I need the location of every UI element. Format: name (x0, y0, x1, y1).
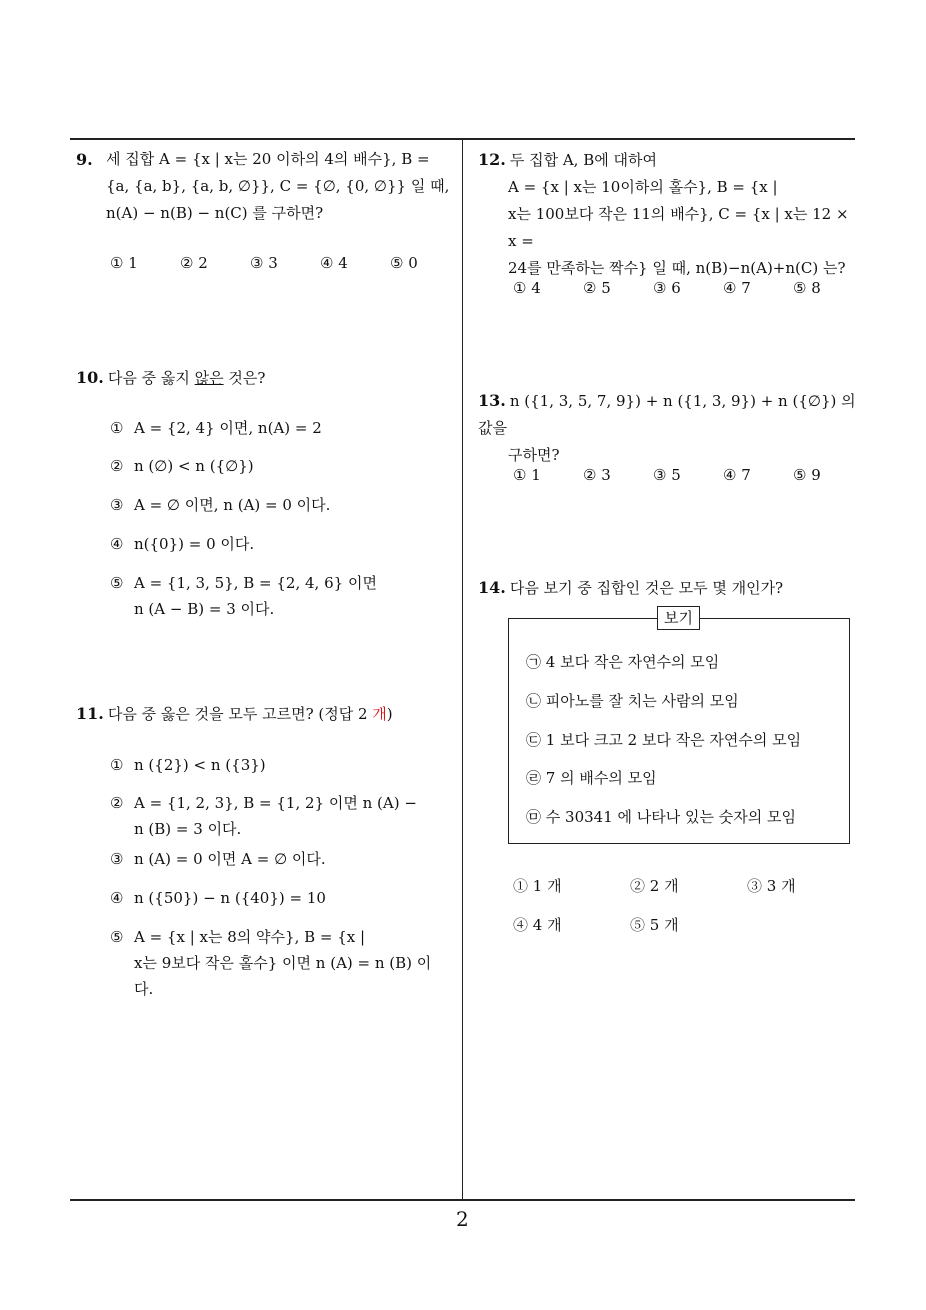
choice-mark: ④ (110, 889, 124, 907)
question-9 (76, 146, 456, 227)
q11-item-3[interactable] (110, 846, 455, 872)
choice-text: n({0}) = 0 이다. (134, 535, 255, 553)
choice-text: x는 9보다 작은 홀수} 이면 n (A) = n (B) 이 (134, 954, 432, 972)
bogi-item: ㉢ 1 보다 크고 2 보다 작은 자연수의 모임 (526, 731, 802, 749)
choice-3[interactable]: ③ 6 (653, 279, 681, 297)
choice-text: n (A) = 0 이면 A = ∅ 이다. (134, 850, 326, 868)
question-text: 다음 중 옳은 것을 모두 고르면? (정답 2 (107, 705, 373, 723)
choice-1[interactable]: ① 1 개 (513, 877, 562, 895)
choice-1[interactable]: ① 1 (513, 466, 541, 484)
bogi-item: ㉣ 7 의 배수의 모임 (526, 769, 657, 787)
question-text: 것은? (223, 369, 266, 387)
question-text-line: x는 100보다 작은 11의 배수}, C = {x | x는 12 × x = (508, 205, 849, 250)
question-text-line: 두 집합 A, B에 대하여 (509, 151, 657, 169)
question-text-line: n ({1, 3, 5, 7, 9}) + n ({1, 3, 9}) + n ({∅}) 의 값을 (478, 392, 856, 437)
choice-4[interactable]: ④ 7 (723, 279, 751, 297)
q10-item-2[interactable] (110, 453, 455, 479)
choice-mark: ③ (110, 850, 124, 868)
choice-text: n (A − B) = 3 이다. (134, 600, 275, 618)
question-number: 12. (478, 150, 506, 169)
choice-3[interactable]: ③ 3 (250, 254, 278, 272)
question-number: 10. (76, 368, 104, 387)
choice-text: n ({50}) − n ({40}) = 10 (134, 889, 326, 907)
choice-text: A = {1, 3, 5}, B = {2, 4, 6} 이면 (134, 574, 377, 592)
choice-3[interactable]: ③ 3 개 (747, 877, 796, 895)
column-divider (462, 139, 463, 1200)
question-text-line: n(A) − n(B) − n(C) 를 구하면? (106, 204, 324, 222)
question-10 (76, 364, 456, 392)
question-number: 13. (478, 391, 506, 410)
choice-1[interactable]: ① 1 (110, 254, 138, 272)
choice-mark: ① (110, 756, 124, 774)
bogi-item: ㉤ 수 30341 에 나타나 있는 숫자의 모임 (526, 808, 796, 826)
q10-item-3[interactable] (110, 492, 455, 518)
question-text-line: 구하면? (508, 446, 560, 464)
question-red-text: 개 (372, 705, 387, 723)
choice-mark: ⑤ (110, 928, 124, 946)
choice-text: A = {2, 4} 이면, n(A) = 2 (134, 419, 322, 437)
choice-mark: ② (110, 794, 124, 812)
question-text: 다음 중 옳지 (107, 369, 195, 387)
choice-2[interactable]: ② 5 (583, 279, 611, 297)
choice-2[interactable]: ② 2 개 (630, 877, 679, 895)
question-14 (478, 574, 860, 602)
choice-mark: ⑤ (110, 574, 124, 592)
q10-item-4[interactable] (110, 531, 455, 557)
choice-4[interactable]: ④ 4 개 (513, 916, 562, 934)
q11-item-4[interactable] (110, 885, 455, 911)
choice-text: n (B) = 3 이다. (134, 820, 242, 838)
choice-4[interactable]: ④ 7 (723, 466, 751, 484)
choice-text: A = ∅ 이면, n (A) = 0 이다. (134, 496, 331, 514)
choice-mark: ① (110, 419, 124, 437)
question-text-line: 24를 만족하는 짝수} 일 때, n(B)−n(A)+n(C) 는? (508, 259, 846, 277)
question-12 (478, 146, 860, 282)
choice-text: n ({2}) < n ({3}) (134, 756, 266, 774)
question-text: 다음 보기 중 집합인 것은 모두 몇 개인가? (509, 579, 784, 597)
q10-item-5[interactable] (110, 570, 455, 622)
question-underlined-text: 않은 (194, 369, 224, 387)
q10-item-1[interactable] (110, 415, 455, 441)
choice-5[interactable]: ⑤ 5 개 (630, 916, 679, 934)
choice-2[interactable]: ② 2 (180, 254, 208, 272)
choice-text: A = {1, 2, 3}, B = {1, 2} 이면 n (A) − (134, 794, 417, 812)
choice-2[interactable]: ② 3 (583, 466, 611, 484)
q11-item-5[interactable] (110, 924, 455, 1002)
question-text: ) (386, 705, 393, 723)
question-text-line: A = {x | x는 10이하의 홀수}, B = {x | (508, 178, 778, 196)
question-text-line: {a, {a, b}, {a, b, ∅}}, C = {∅, {0, ∅}} 일 때, (106, 177, 450, 195)
bottom-rule (70, 1199, 855, 1201)
question-number: 14. (478, 578, 506, 597)
choice-mark: ③ (110, 496, 124, 514)
choice-mark: ② (110, 457, 124, 475)
choice-text: 다. (134, 980, 154, 998)
question-number: 11. (76, 704, 104, 723)
question-number: 9. (76, 150, 93, 169)
bogi-item: ㉡ 피아노를 잘 치는 사람의 모임 (526, 692, 739, 710)
question-13 (478, 387, 860, 469)
question-11 (76, 700, 456, 728)
question-text-line: 세 집합 A = {x | x는 20 이하의 4의 배수}, B = (106, 150, 430, 168)
q11-item-1[interactable] (110, 752, 455, 778)
bogi-title: 보기 (657, 606, 700, 630)
choice-mark: ④ (110, 535, 124, 553)
choice-4[interactable]: ④ 4 (320, 254, 348, 272)
choice-text: A = {x | x는 8의 약수}, B = {x | (134, 928, 366, 946)
choice-text: n (∅) < n ({∅}) (134, 457, 254, 475)
choice-5[interactable]: ⑤ 0 (390, 254, 418, 272)
choice-5[interactable]: ⑤ 8 (793, 279, 821, 297)
choice-5[interactable]: ⑤ 9 (793, 466, 821, 484)
choice-3[interactable]: ③ 5 (653, 466, 681, 484)
choice-1[interactable]: ① 4 (513, 279, 541, 297)
q11-item-2[interactable] (110, 790, 455, 842)
page-number: 2 (456, 1207, 469, 1231)
bogi-item: ㉠ 4 보다 작은 자연수의 모임 (526, 653, 720, 671)
